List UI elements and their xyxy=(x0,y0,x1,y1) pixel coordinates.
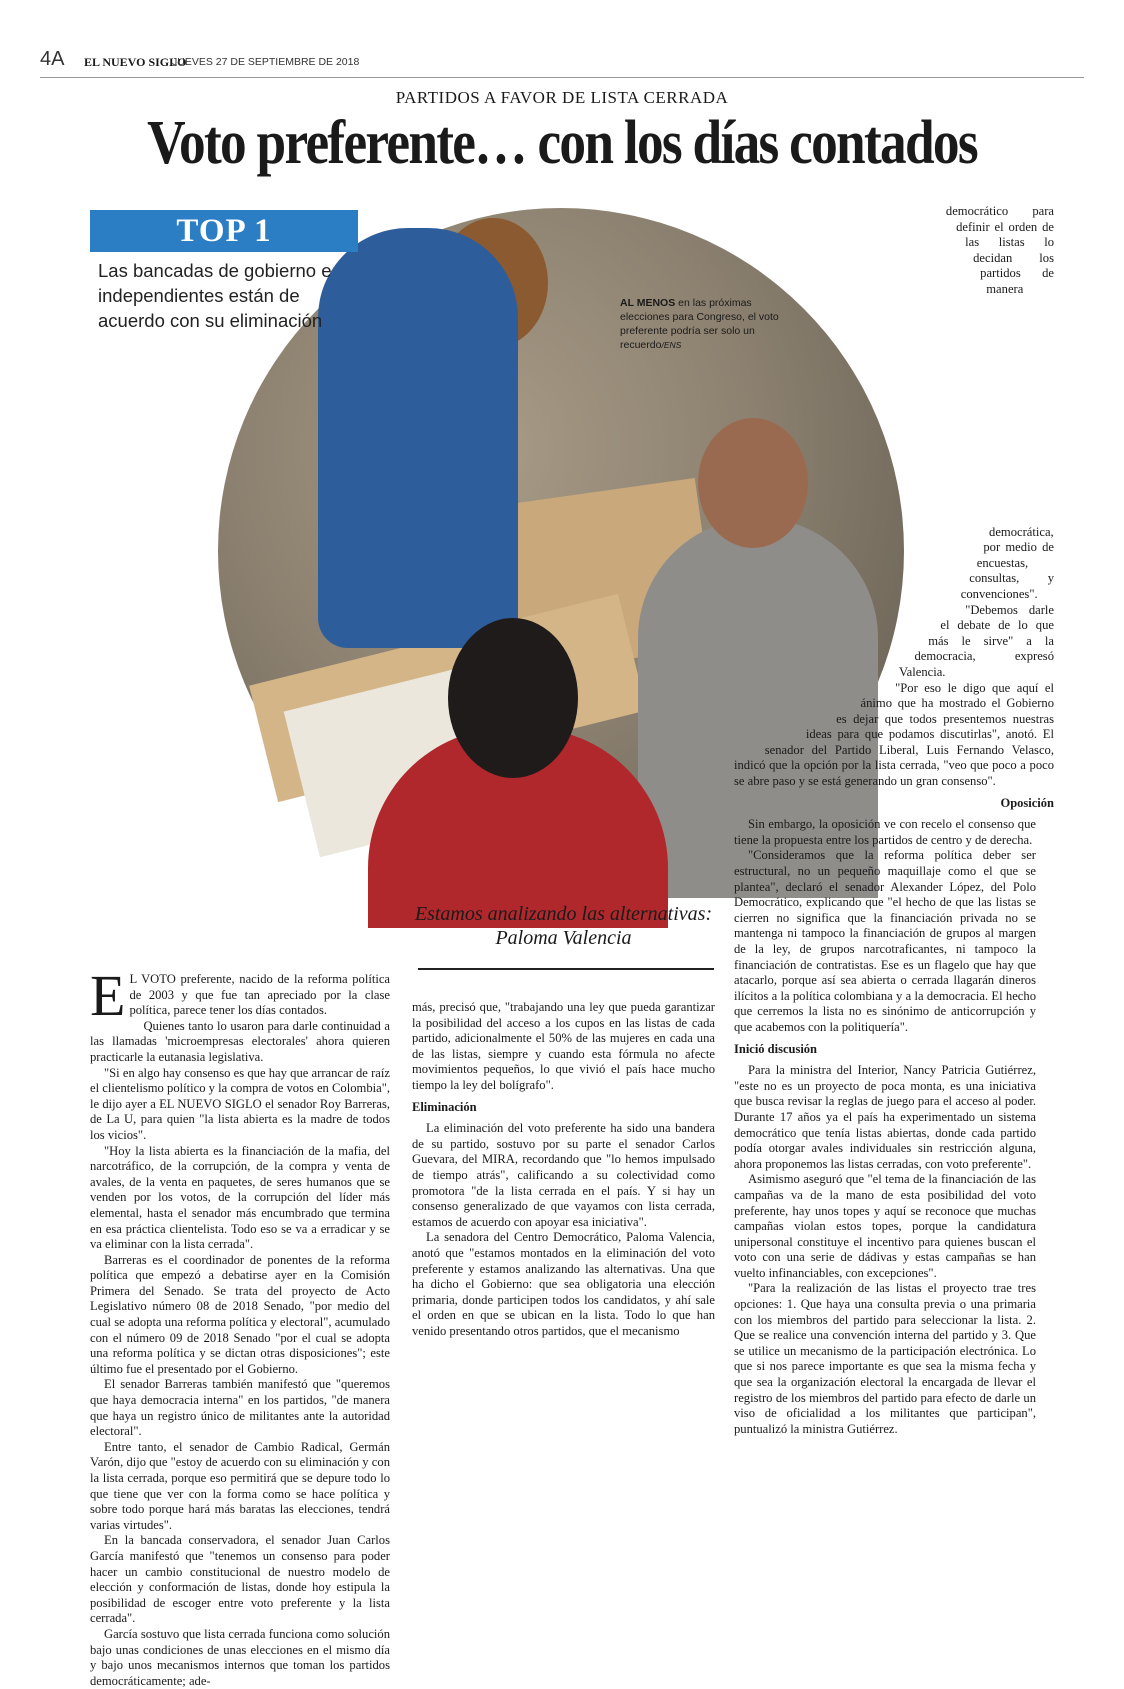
photo-credit: /ENS xyxy=(661,340,682,350)
paragraph: "Por eso le digo que aquí el ánimo que ha mostrado el Gobierno es dejar que todos presentemos nuestras ideas para que podamos discutirlas", anotó. El senador del Partido Liberal, Luis Fernando Velasco, indicó que la opción por la lista cerrada, "veo que poco a poco se abre paso y se está generando un gran consenso". xyxy=(734,680,1054,789)
article-column-2 xyxy=(412,1000,715,1339)
paragraph: "Hoy la lista abierta es la financiación de la mafia, del narcotráfico, de la corrupción, de la compra y venta de avales, de la venta en paquetes, de seres humanos que se venden por los votos, de la corrupción del líder más elemental, hasta el senador más encumbrado que termina en esa práctica clientelista. Todo eso se va a erradicar y se va eliminar con la lista cerrada". xyxy=(90,1143,390,1252)
paragraph: democrático para definir el orden de las listas lo decidan los partidos de manera democrática, por medio de encuestas, consultas, y convenciones". xyxy=(945,204,1054,601)
paragraph: Sin embargo, la oposición ve con recelo el consenso que tiene la propuesta entre los partidos de centro y de derecha. xyxy=(734,817,1036,847)
paragraph: Barreras es el coordinador de ponentes de la reforma política que empezó a debatirse ayer en la Comisión Primera del Senado. Se trata del proyecto de Acto Legislativo número 08 de 2018 Senado, "por medio del cual se adopta una reforma política y electoral", acumulado con el número 09 de 2018 Senado "por el cual se adopta una reforma política y se dictan otras disposiciones"; este último fue el presentado por el Gobierno. xyxy=(90,1252,390,1376)
paragraph: L VOTO preferente, nacido de la reforma política de 2003 y que fue tan apreciado por la clase política, parece tener los días contados. xyxy=(129,972,390,1018)
page-number: 4A xyxy=(40,48,65,70)
paragraph: El senador Barreras también manifestó que "queremos que haya democracia interna" en los partidos, "de manera que haya un registro único de militantes ante la autoridad electoral". xyxy=(90,1377,390,1439)
paragraph: La senadora del Centro Democrático, Paloma Valencia, anotó que "estamos montados en la eliminación del voto preferente y estamos analizando las alternativas. Una que ha dicho el Gobierno: que sea obligatoria una elección primaria, donde participen todos los candidatos, y ahí sale el orden en que se ubican en la lista. Todo lo que han venido presentando otros partidos, que el mecanismo xyxy=(412,1230,715,1338)
newspaper-name: EL NUEVO SIGLO xyxy=(84,55,187,69)
paragraph: En la bancada conservadora, el senador Juan Carlos García manifestó que "tenemos un consenso para poder hacer un cambio constitucional de nuestro modelo de elección y conformación de listas, donde hoy estipula la posibilidad de escoger entre voto preferente y la lista cerrada". xyxy=(90,1533,390,1626)
paragraph: más, precisó que, "trabajando una ley que pueda garantizar la posibilidad del acceso a los cupos en las listas de cada partido, adicionalmente el 50% de las mujeres en cada una de las listas, siempre y cuando esta fórmula no afecte movimientos pequeños, lo que vivió el país hace mucho tiempo la ley del bolígrafo". xyxy=(412,1000,715,1092)
paragraph: "Si en algo hay consenso es que hay que arrancar de raíz el clientelismo político y la compra de votos en Colombia", le dijo ayer a EL NUEVO SIGLO el senador Roy Barreras, de La U, para quien "la lista abierta es la madre de todos los vicios". xyxy=(90,1065,390,1142)
paragraph: Asimismo aseguró que "el tema de la financiación de las campañas va de la mano de esta posibilidad del voto preferente, hay unos topes y aquí se reconoce que muchas campañas violan estos topes, porque la candidatura unipersonal constituye el incentivo para quienes buscan el voto con una serie de dádivas y estas campañas se han vuelto infinanciables, con excepciones". xyxy=(734,1172,1036,1280)
paragraph: "Consideramos que la reforma política deber ser estructural, no un pequeño maquillaje como el que se plantea", declaró el senador Alexander López, del Polo Democrático, explicando que "el hecho de que las listas se cierren no significa que la financiación privada no se mantenga ni tampoco la financiación de grupos al margen de la ley, de grupos narcotraficantes, ni tampoco la financiación de contratistas. Ese es un flagelo que hay que atacarlo, porque así sea abierta o cerrada llagarán dineros ilícitos a la política colombiana y a la democracia. El hecho que cerremos la lista no es sinónimo de anticorrupción y que acabemos con la politiquería". xyxy=(734,848,1036,1034)
top-box-subtitle: Las bancadas de gobierno e independientes están de acuerdo con su eliminación xyxy=(98,260,332,331)
subheading: Eliminación xyxy=(412,1099,477,1114)
issue-date: JUEVES 27 DE SEPTIEMBRE DE 2018 xyxy=(172,56,360,68)
top-box-label: TOP 1 xyxy=(90,210,358,252)
page-header xyxy=(40,48,1084,78)
article-column-3 xyxy=(734,204,1054,1437)
paragraph: "Debemos darle el debate de lo que más le sirve" a la democracia, expresó Valencia. xyxy=(898,602,1054,679)
paragraph: La eliminación del voto preferente ha sido una bandera de su partido, sostuvo por su parte el senador Carlos Guevara, del MIRA, recordando que "lo hemos impulsado de tiempo atrás", calificando a su colectividad como promotora "de la lista cerrada en el país. Y si hay un consenso generalizado de que vayamos con lista cerrada, estamos de acuerdo con apoyar esa iniciativa". xyxy=(412,1121,715,1229)
headline: Voto preferente… con los días contados xyxy=(147,109,977,177)
caption-text: en las próximas elecciones para Congreso, el voto preferente podría ser solo un recuerdo xyxy=(620,297,779,351)
caption-lead: AL MENOS xyxy=(620,297,676,309)
paragraph: Entre tanto, el senador de Cambio Radical, Germán Varón, dijo que "estoy de acuerdo con su eliminación y con la lista cerrada, porque eso permitirá que se depure todo lo que tiene que ver con la forma como se hace política y sobre todo porque hará más baratas las elecciones, tendrá varias virtudes". xyxy=(90,1439,390,1532)
paragraph: Quienes tanto lo usaron para darle continuidad a las llamadas 'microempresas electorales' ahora quieren practicarle la eutanasia legislativa. xyxy=(90,1018,390,1064)
paragraph: Para la ministra del Interior, Nancy Patricia Gutiérrez, "este no es un proyecto de poca monta, es una iniciativa que busca revisar la reglas de juego para el acceso al poder. Durante 17 años ya el país ha experimentado un sistema democrático que tenía listas abiertas, donde cada partido podía otorgar avales individuales sin restricción alguna, ahora proponemos las listas cerradas, con voto preferente". xyxy=(734,1063,1036,1171)
pull-quote-rule xyxy=(418,968,714,970)
pull-quote: Estamos analizando las alternativas: Paloma Valencia xyxy=(414,903,713,949)
paragraph: García sostuvo que lista cerrada funciona como solución bajo unas condiciones de unas elecciones en el mismo día y bajo unos mecanismos internos que toman los partidos democráticamente; ade- xyxy=(90,1626,390,1688)
subheading: Oposición xyxy=(1000,795,1054,810)
paragraph: "Para la realización de las listas el proyecto trae tres opciones: 1. Que haya una consulta previa o una primaria con los miembros del partido para seleccionar la lista. 2. Que se realice una convención interna del partido y 3. Que se utilice un mecanismo de la participación electrónica. Lo que si nos parece importante es que sea la misma fecha y que sea la organización electoral la encargada de llevar el registro de los miembros del partido para efecto de darle un viso de oficialidad a los militantes que participan", puntualizó la ministra Gutiérrez. xyxy=(734,1281,1036,1436)
kicker: PARTIDOS A FAVOR DE LISTA CERRADA xyxy=(395,88,729,107)
drop-cap: E xyxy=(90,963,126,1028)
subheading: Inició discusión xyxy=(734,1041,818,1056)
article-column-1 xyxy=(90,372,390,1688)
